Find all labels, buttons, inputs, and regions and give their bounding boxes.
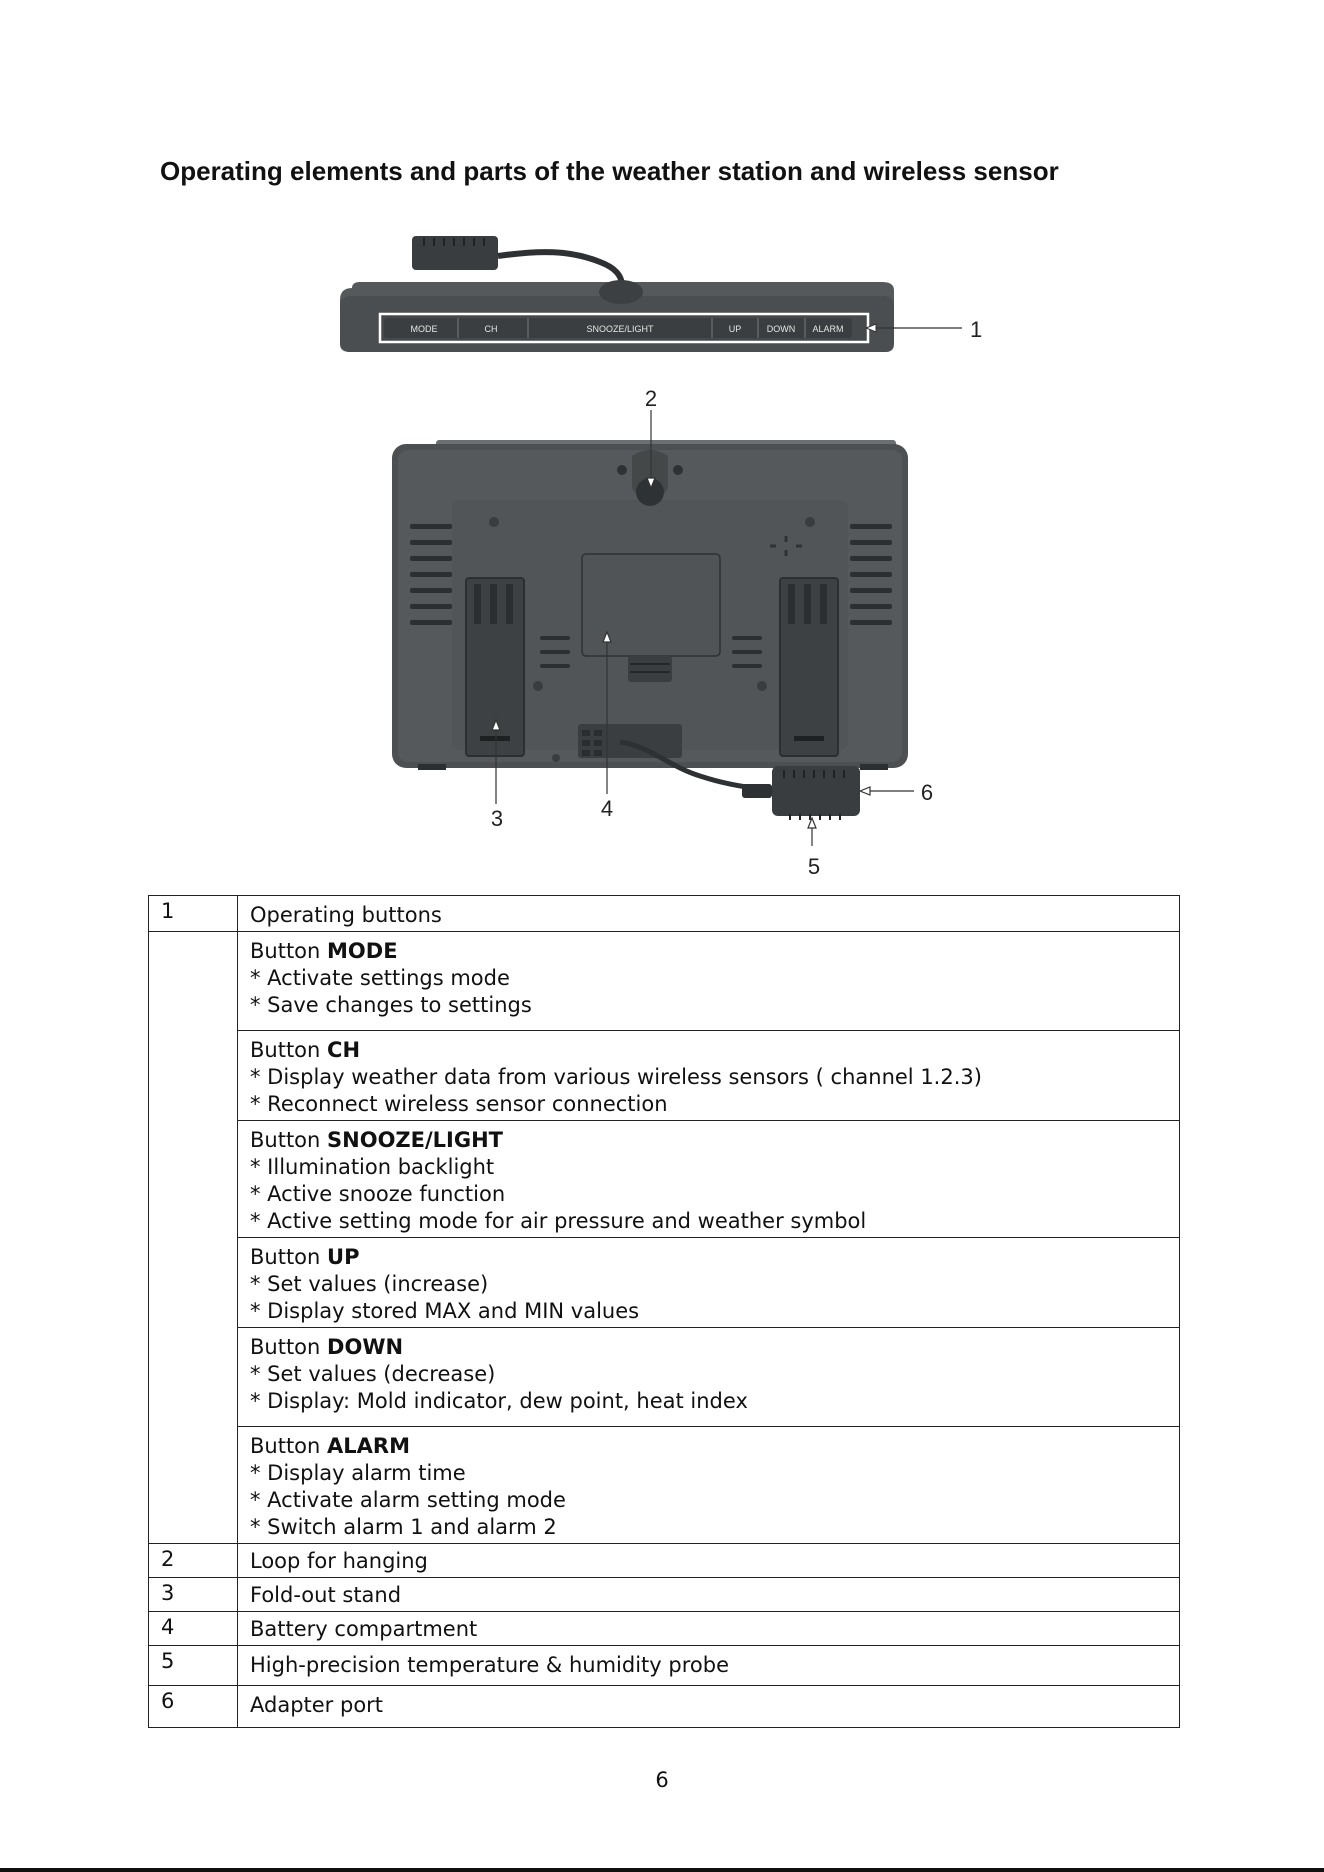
button-function: * Set values (decrease)	[250, 1362, 496, 1386]
page-title: Operating elements and parts of the weather station and wireless sensor	[160, 156, 1059, 186]
table-row	[149, 1121, 1180, 1238]
button-function: * Display stored MAX and MIN values	[250, 1299, 640, 1323]
button-function: * Activate settings mode	[250, 966, 510, 990]
part-label: Fold-out stand	[238, 1578, 1180, 1612]
part-number: 5	[149, 1646, 238, 1686]
part-number: 2	[149, 1544, 238, 1578]
top-button-label: UP	[728, 324, 742, 334]
button-name: DOWN	[327, 1335, 404, 1359]
table-row	[149, 1031, 1180, 1121]
callout-4: 4	[600, 796, 614, 821]
button-name: SNOOZE/LIGHT	[327, 1128, 504, 1152]
top-button-label: MODE	[410, 324, 438, 334]
button-name: UP	[327, 1245, 360, 1269]
part-number: 6	[149, 1686, 238, 1728]
device-illustration	[0, 210, 1324, 890]
table-row	[149, 1612, 1180, 1646]
top-button-label: DOWN	[766, 324, 796, 334]
top-button-label: SNOOZE/LIGHT	[586, 324, 654, 334]
button-function: * Display weather data from various wireless sensors ( channel 1.2.3)	[250, 1065, 982, 1089]
part-label: Adapter port	[238, 1686, 1180, 1728]
callout-5: 5	[807, 854, 821, 879]
part-number: 1	[149, 896, 238, 932]
part-number: 3	[149, 1578, 238, 1612]
button-name: ALARM	[327, 1434, 410, 1458]
button-function: * Illumination backlight	[250, 1155, 495, 1179]
callout-6: 6	[920, 780, 934, 805]
part-label: Operating buttons	[238, 896, 1180, 932]
button-function: * Display alarm time	[250, 1461, 466, 1485]
button-description: Button SNOOZE/LIGHT * Illumination backlight * Active snooze function * Active setting mode for air pressure and weather symbol	[238, 1121, 1180, 1238]
top-view	[340, 236, 982, 352]
button-description: Button MODE * Activate settings mode * Save changes to settings	[238, 932, 1180, 1031]
button-description: Button DOWN * Set values (decrease) * Display: Mold indicator, dew point, heat index	[238, 1328, 1180, 1427]
button-description: Button CH * Display weather data from various wireless sensors ( channel 1.2.3) * Reconnect wireless sensor connection	[238, 1031, 1180, 1121]
top-button-label: CH	[484, 324, 498, 334]
part-label: Battery compartment	[238, 1612, 1180, 1646]
callout-3: 3	[490, 806, 504, 831]
table-row	[149, 1427, 1180, 1544]
back-view	[392, 386, 933, 879]
part-label: Loop for hanging	[238, 1544, 1180, 1578]
button-function: * Active snooze function	[250, 1182, 506, 1206]
button-function: * Set values (increase)	[250, 1272, 489, 1296]
button-description: Button UP * Set values (increase) * Display stored MAX and MIN values	[238, 1238, 1180, 1328]
table-row	[149, 1686, 1180, 1728]
table-row	[149, 1646, 1180, 1686]
button-function: * Active setting mode for air pressure and weather symbol	[250, 1209, 867, 1233]
button-name: CH	[327, 1038, 361, 1062]
table-row	[149, 1578, 1180, 1612]
callout-1: 1	[970, 317, 983, 342]
top-button-label: ALARM	[812, 324, 844, 334]
button-function: * Save changes to settings	[250, 993, 532, 1017]
table-row	[149, 1238, 1180, 1328]
button-function: * Activate alarm setting mode	[250, 1488, 566, 1512]
bottom-rule	[0, 1868, 1324, 1872]
part-number: 4	[149, 1612, 238, 1646]
table-row	[149, 932, 1180, 1031]
parts-table	[148, 895, 1180, 1728]
button-description: Button ALARM * Display alarm time * Activate alarm setting mode * Switch alarm 1 and alarm 2	[238, 1427, 1180, 1544]
table-row	[149, 896, 1180, 932]
button-function: * Switch alarm 1 and alarm 2	[250, 1515, 557, 1539]
part-label: High-precision temperature & humidity probe	[238, 1646, 1180, 1686]
button-function: * Reconnect wireless sensor connection	[250, 1092, 668, 1116]
button-name: MODE	[327, 939, 398, 963]
button-function: * Display: Mold indicator, dew point, heat index	[250, 1389, 748, 1413]
page-number: 6	[655, 1768, 669, 1792]
table-row	[149, 1544, 1180, 1578]
part-number-empty	[149, 932, 238, 1544]
callout-2: 2	[644, 386, 658, 411]
table-row	[149, 1328, 1180, 1427]
